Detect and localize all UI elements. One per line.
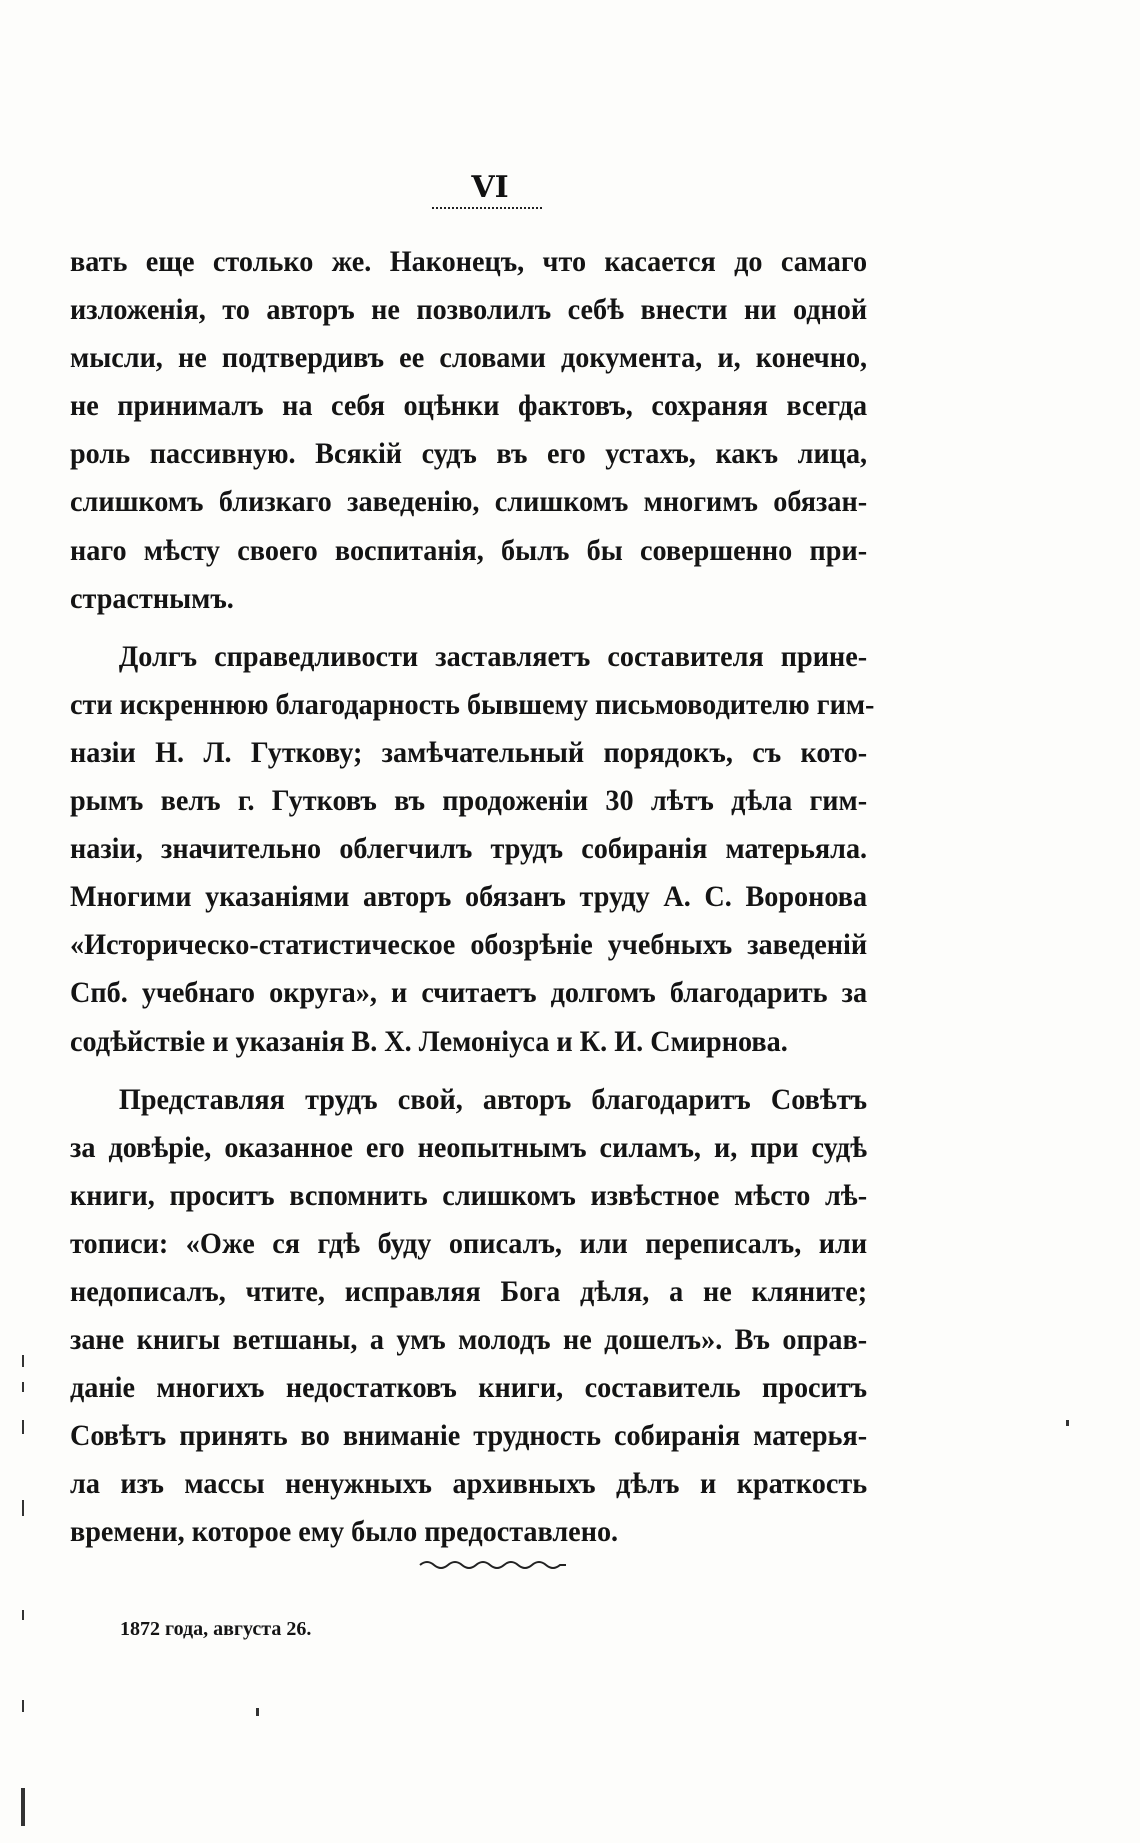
text-line: за довѣріе, оказанное его неопытнымъ силамъ, и, при судѣ bbox=[70, 1130, 868, 1164]
text-line: Долгъ справедливости заставляетъ составителя прине- bbox=[118, 639, 868, 673]
text-line: времени, которое ему было предоставлено. bbox=[70, 1515, 619, 1549]
text-line: страстнымъ. bbox=[70, 581, 234, 615]
scan-margin-mark bbox=[22, 1610, 24, 1620]
scan-margin-mark bbox=[22, 1420, 24, 1434]
text-line: рымъ велъ г. Гутковъ въ продоженіи 30 лѣтъ дѣла гим- bbox=[70, 784, 868, 818]
text-line: сти искреннюю благодарность бывшему письмоводителю гим- bbox=[70, 687, 875, 721]
text-line: наго мѣсту своего воспитанія, былъ бы совершенно при- bbox=[70, 533, 868, 567]
page-number-rule bbox=[432, 207, 542, 209]
text-line: Представляя трудъ свой, авторъ благодаритъ Совѣтъ bbox=[118, 1082, 868, 1116]
text-line: Многими указаніями авторъ обязанъ труду А. С. Воронова bbox=[70, 880, 868, 914]
text-line: Спб. учебнаго округа», и считаетъ долгомъ благодарить за bbox=[70, 976, 868, 1010]
text-line: не принималъ на себя оцѣнки фактовъ, сохраняя всегда bbox=[70, 389, 868, 423]
text-line: книги, проситъ вспомнить слишкомъ извѣстное мѣсто лѣ- bbox=[70, 1178, 868, 1212]
scan-margin-mark bbox=[22, 1355, 24, 1367]
text-line: недописалъ, чтите, исправляя Бога дѣля, а не кляните; bbox=[70, 1274, 868, 1308]
scan-margin-mark bbox=[1066, 1420, 1069, 1426]
date-signature: 1872 года, августа 26. bbox=[120, 1618, 312, 1640]
ornamental-divider bbox=[418, 1556, 568, 1574]
text-line: тописи: «Оже ся гдѣ буду описалъ, или переписалъ, или bbox=[70, 1226, 868, 1260]
text-line: роль пассивную. Всякій судъ въ его устахъ, какъ лица, bbox=[70, 437, 868, 471]
body-text bbox=[70, 238, 875, 1557]
text-line: назіи, значительно облегчилъ трудъ собиранія матерьяла. bbox=[70, 832, 868, 866]
text-line: содѣйствіе и указанія В. Х. Лемоніуса и К. И. Смирнова. bbox=[70, 1024, 788, 1058]
text-line: назіи Н. Л. Гуткову; замѣчательный порядокъ, съ кото- bbox=[70, 735, 868, 769]
text-line: изложенія, то авторъ не позволилъ себѣ внести ни одной bbox=[70, 293, 868, 327]
text-line: даніе многихъ недостатковъ книги, составитель проситъ bbox=[70, 1371, 868, 1405]
text-line: мысли, не подтвердивъ ее словами документа, и, конечно, bbox=[70, 341, 868, 375]
scan-margin-mark bbox=[22, 1700, 24, 1712]
text-line: слишкомъ близкаго заведенію, слишкомъ многимъ обязан- bbox=[70, 485, 868, 519]
text-line: зане книгы ветшаны, а умъ молодъ не дошелъ». Въ оправ- bbox=[70, 1323, 868, 1357]
text-line: «Историческо-статистическое обозрѣніе учебныхъ заведеній bbox=[70, 928, 868, 962]
scan-margin-mark bbox=[22, 1500, 24, 1516]
scan-margin-mark bbox=[22, 1382, 24, 1392]
text-line: ла изъ массы ненужныхъ архивныхъ дѣлъ и краткость bbox=[70, 1467, 868, 1501]
scan-margin-mark bbox=[256, 1708, 259, 1716]
page-number: VI bbox=[471, 170, 509, 205]
text-line: Совѣтъ принять во вниманіе трудность собиранія матерья- bbox=[70, 1419, 868, 1453]
scan-margin-mark bbox=[21, 1788, 25, 1826]
text-line: вать еще столько же. Наконецъ, что касается до самаго bbox=[70, 245, 868, 278]
